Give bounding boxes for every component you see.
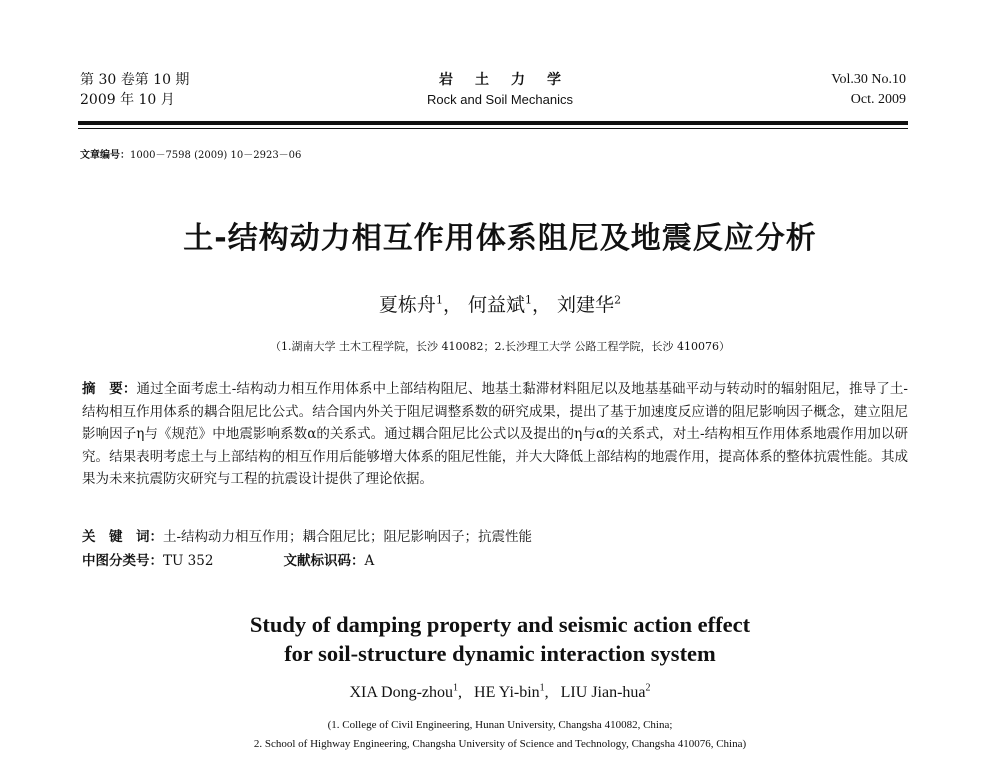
authors-cn: 夏栋舟$^1$， 何益斌$^1$， 刘建华$^2$: [378, 293, 622, 316]
author-en-affil-mark: 1: [453, 682, 459, 694]
header-rule-thick: [78, 121, 908, 125]
issue-cn: 第 30 卷第 10 期: [80, 72, 190, 88]
article-number-label: 文章编号：: [80, 150, 130, 161]
title-cn: 土-结构动力相互作用体系阻尼及地震反应分析: [183, 221, 817, 256]
abstract-label: 摘 要：: [82, 381, 137, 397]
clc-value: TU 352: [163, 553, 214, 569]
abstract-text: 通过全面考虑土-结构动力相互作用体系中上部结构阻尼、地基土黏滞材料阻尼以及地基基础平动与转动时的辐射阻尼，推导了土-结构相互作用体系的耦合阻尼比公式。结合国内外关于阻尼调整系数的研究成果，提出了基于加速度反应谱的阻尼影响因子概念，建立阻尼影响因子η与《规范》中地震影响系数α的关系式。通过耦合阻尼比公式以及提出的η与α的关系式，对土-结构相互作用体系地震作用加以研究。结果表明考虑土与上部结构的相互作用后能够增大体系的阻尼性能，并大大降低上部结构的地震作用，提高体系的整体抗震性能。其成果为未来抗震防灾研究与工程的抗震设计提供了理论依据。: [82, 381, 908, 487]
classification: [82, 549, 374, 569]
clc-label: 中图分类号：: [82, 553, 163, 569]
author-cn: 何益斌: [467, 294, 525, 316]
title-en-line: for soil-structure dynamic interaction system: [284, 641, 716, 666]
header-rule-thin: [78, 128, 908, 129]
date-cn: 2009 年 10 月: [80, 92, 175, 108]
author-cn: 刘建华: [557, 294, 615, 316]
author-cn-affil-mark: 1: [435, 293, 443, 307]
author-cn-affil-mark: 2: [614, 293, 622, 307]
doc-code-value: A: [364, 553, 375, 569]
author-en: HE Yi-bin: [474, 684, 540, 701]
author-en: LIU Jian-hua: [560, 684, 646, 701]
affiliation-cn: （1.湖南大学 土木工程学院，长沙 410082；2.长沙理工大学 公路工程学院，长沙 410076）: [270, 340, 730, 353]
affiliation-en-line: (1. College of Civil Engineering, Hunan University, Changsha 410082, China;: [327, 719, 673, 731]
authors-en: XIA Dong-zhou$^1$, HE Yi-bin$^1$, LIU Jian-hua$^2$: [349, 682, 651, 701]
article-number-value: 1000－7598 (2009) 10－2923－06: [130, 150, 302, 161]
author-en: XIA Dong-zhou: [349, 684, 454, 701]
title-en: [0, 610, 1000, 668]
date-en: Oct. 2009: [850, 92, 906, 107]
author-cn-affil-mark: 1: [525, 293, 532, 307]
author-en-affil-mark: 1: [539, 682, 545, 694]
keywords-cn: [82, 525, 532, 545]
volume-en: Vol.30 No.10: [831, 72, 906, 87]
author-cn: 夏栋舟: [378, 294, 436, 316]
affiliation-en-line: 2. School of Highway Engineering, Changsha University of Science and Technology, Changsha 410076, China): [253, 738, 747, 750]
journal-name-cn: 岩土力学: [439, 72, 583, 88]
affiliation-en: [0, 716, 1000, 754]
doc-code-label: 文献标识码：: [283, 553, 365, 569]
keywords-text: 土-结构动力相互作用；耦合阻尼比；阻尼影响因子；抗震性能: [163, 529, 533, 545]
abstract-cn: [82, 378, 908, 491]
journal-name-en: Rock and Soil Mechanics: [427, 92, 573, 107]
article-number: [80, 146, 301, 161]
header-right: [831, 70, 906, 110]
author-en-affil-mark: 2: [645, 682, 651, 694]
keywords-label: 关 键 词：: [82, 529, 163, 545]
title-en-line: Study of damping property and seismic action effect: [249, 612, 751, 637]
